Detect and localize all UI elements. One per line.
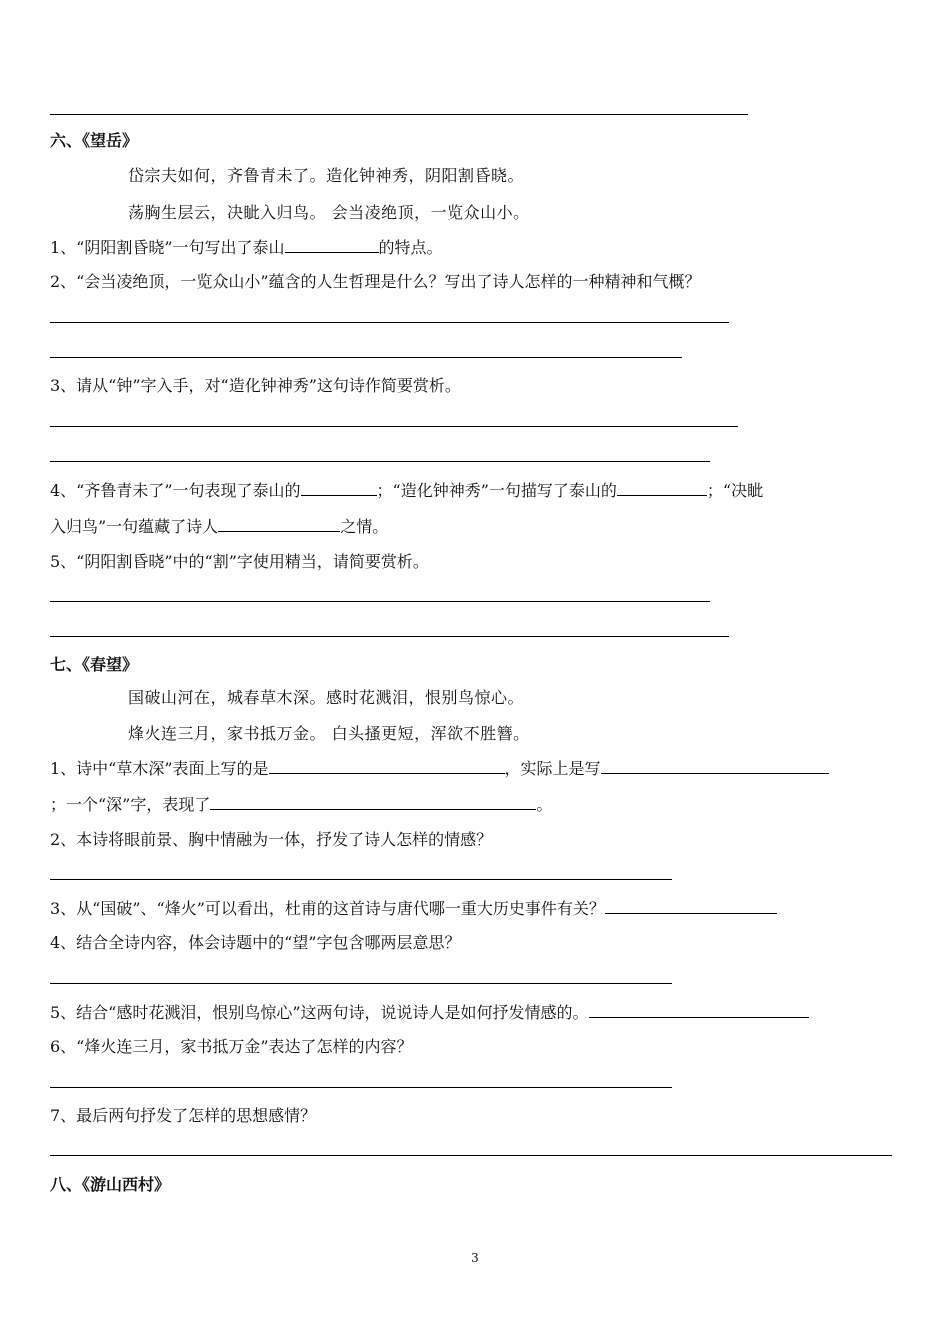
answer-line[interactable] [50, 601, 710, 602]
question-text: 之情。 [340, 517, 389, 536]
fill-blank[interactable] [605, 898, 777, 914]
question-text: 1、“阴阳割昏晓”一句写出了泰山 [50, 238, 285, 257]
question-text: 入归鸟”一句蕴藏了诗人 [50, 517, 219, 536]
question: 3、请从“钟”字入手，对“造化钟神秀”这句诗作简要赏析。 [50, 376, 461, 395]
answer-line[interactable] [50, 983, 672, 984]
question: 6、“烽火连三月，家书抵万金”表达了怎样的内容？ [50, 1037, 413, 1056]
question [50, 237, 443, 258]
question-text: ，实际上是写 [504, 759, 601, 778]
question: 2、本诗将眼前景、胸中情融为一体，抒发了诗人怎样的情感？ [50, 830, 493, 849]
question: 5、“阴阳割昏晓”中的“割”字使用精当，请简要赏析。 [50, 552, 429, 571]
fill-blank[interactable] [285, 237, 379, 253]
fill-blank[interactable] [601, 758, 829, 774]
question: 4、结合全诗内容，体会诗题中的“望”字包含哪两层意思？ [50, 933, 461, 952]
section-heading: 八、《游山西村》 [50, 1175, 171, 1194]
section-heading: 七、《春望》 [50, 655, 139, 674]
poem-line: 烽火连三月，家书抵万金。 白头搔更短，浑欲不胜簪。 [128, 724, 530, 743]
question-text: ；“决眦 [706, 481, 764, 500]
answer-line[interactable] [50, 879, 672, 880]
fill-blank[interactable] [210, 794, 536, 810]
question-text: ；“造化钟神秀”一句描写了泰山的 [376, 481, 617, 500]
fill-blank[interactable] [269, 758, 505, 774]
question: 7、最后两句抒发了怎样的思想感情？ [50, 1106, 317, 1125]
page-number: 3 [471, 1251, 479, 1265]
answer-line[interactable] [50, 357, 682, 358]
question-text: 4、“齐鲁青未了”一句表现了泰山的 [50, 481, 301, 500]
question [50, 480, 763, 501]
poem-line: 国破山河在，城春草木深。感时花溅泪，恨别鸟惊心。 [128, 688, 525, 707]
question [50, 1002, 809, 1023]
poem-line: 荡胸生层云，决眦入归鸟。 会当凌绝顶，一览众山小。 [128, 203, 530, 222]
poem-line: 岱宗夫如何，齐鲁青未了。造化钟神秀，阴阳割昏晓。 [128, 166, 525, 185]
question-text: ；一个“深”字，表现了 [50, 795, 211, 814]
question-text: 。 [536, 795, 553, 814]
fill-blank[interactable] [589, 1002, 809, 1018]
fill-blank[interactable] [218, 516, 340, 532]
fill-blank[interactable] [301, 480, 377, 496]
question-text: 5、结合“感时花溅泪，恨别鸟惊心”这两句诗，说说诗人是如何抒发情感的。 [50, 1003, 589, 1022]
question-text: 1、诗中“草木深”表面上写的是 [50, 759, 269, 778]
question: 2、“会当凌绝顶，一览众山小”蕴含的人生哲理是什么？写出了诗人怎样的一种精神和气概？ [50, 272, 701, 291]
answer-line[interactable] [50, 322, 729, 323]
question [50, 794, 552, 815]
question [50, 516, 388, 537]
answer-line[interactable] [50, 114, 748, 115]
question-text: 的特点。 [378, 238, 443, 257]
question [50, 898, 777, 919]
question-text: 3、从“国破”、“烽火”可以看出，杜甫的这首诗与唐代哪一重大历史事件有关？ [50, 899, 605, 918]
answer-line[interactable] [50, 426, 738, 427]
section-heading: 六、《望岳》 [50, 131, 139, 150]
answer-line[interactable] [50, 1155, 892, 1156]
answer-line[interactable] [50, 1087, 672, 1088]
answer-line[interactable] [50, 636, 729, 637]
answer-line[interactable] [50, 461, 710, 462]
question [50, 758, 829, 779]
fill-blank[interactable] [617, 480, 707, 496]
